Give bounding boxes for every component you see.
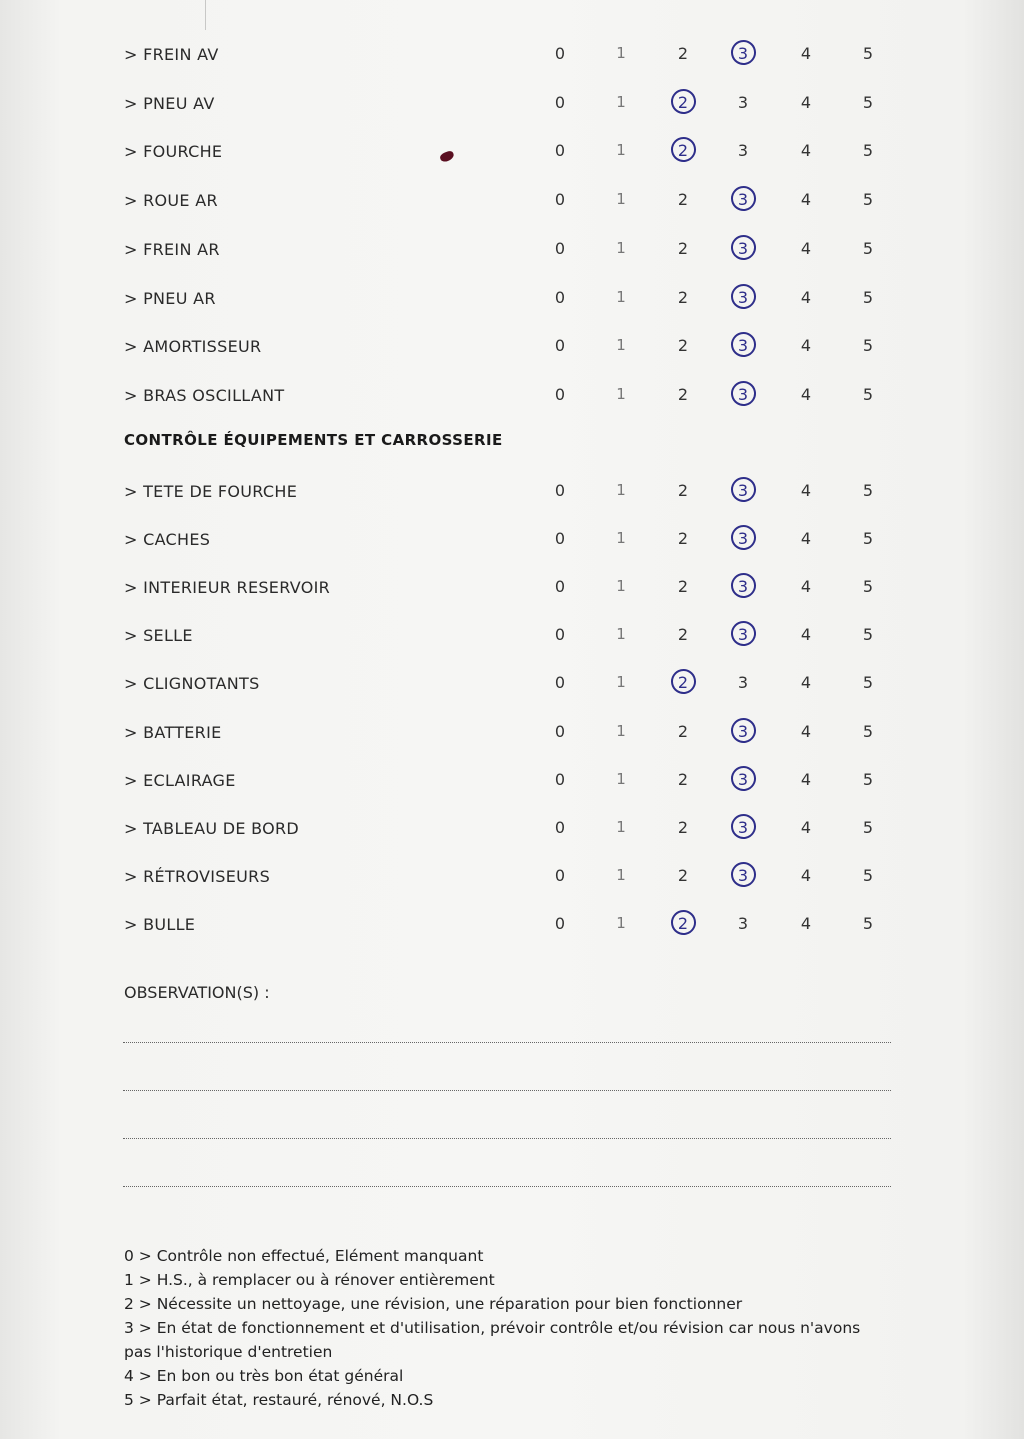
score-option[interactable]: 1	[616, 577, 626, 596]
inspection-item-label: > INTERIEUR RESERVOIR	[124, 578, 331, 598]
inspection-row	[0, 234, 1024, 264]
score-option-selected[interactable]: 2	[668, 673, 698, 692]
score-option[interactable]: 5	[862, 625, 874, 645]
inspection-item-label: > PNEU AR	[124, 288, 216, 308]
score-option[interactable]: 4	[800, 336, 812, 356]
inspection-item-label: > SELLE	[124, 626, 193, 646]
inspection-row	[0, 524, 1024, 554]
inspection-item-label: > TABLEAU DE BORD	[124, 818, 300, 838]
legend-item-0: 0 > Contrôle non effectué, Elément manquant	[124, 1247, 484, 1265]
score-option[interactable]: 2	[677, 625, 689, 645]
score-option[interactable]: 0	[554, 913, 566, 933]
score-option[interactable]: 5	[862, 721, 874, 741]
score-option-selected[interactable]: 3	[728, 385, 758, 404]
inspection-row	[0, 331, 1024, 361]
score-option-selected[interactable]: 3	[728, 577, 758, 596]
score-option[interactable]: 0	[554, 865, 566, 885]
score-option[interactable]: 5	[862, 190, 874, 210]
inspection-item-label: > BATTERIE	[124, 722, 222, 742]
score-option[interactable]: 3	[737, 673, 749, 693]
score-option[interactable]: 0	[554, 44, 566, 63]
score-option[interactable]: 5	[862, 769, 874, 789]
inspection-item-label: > TETE DE FOURCHE	[124, 482, 298, 501]
score-option[interactable]: 1	[616, 529, 626, 548]
score-option[interactable]: 4	[800, 769, 812, 789]
score-option[interactable]: 2	[677, 44, 689, 63]
score-option[interactable]: 0	[554, 336, 566, 356]
score-option-selected[interactable]: 3	[728, 336, 758, 355]
inspection-row	[0, 668, 1024, 698]
score-option[interactable]: 4	[800, 817, 812, 837]
legend-item-2: 2 > Nécessite un nettoyage, une révision, une réparation pour bien fonctionner	[124, 1295, 743, 1313]
score-option[interactable]: 4	[800, 481, 812, 500]
score-option[interactable]: 2	[677, 769, 689, 789]
inspection-row	[0, 476, 1024, 506]
score-option[interactable]: 0	[554, 817, 566, 837]
score-option[interactable]: 3	[737, 913, 749, 933]
score-option[interactable]: 5	[862, 817, 874, 837]
score-option[interactable]: 5	[862, 287, 874, 307]
score-option[interactable]: 2	[677, 481, 689, 500]
score-option[interactable]: 2	[677, 238, 689, 258]
score-option[interactable]: 4	[800, 721, 812, 741]
score-option[interactable]: 4	[800, 92, 812, 112]
inspection-item-label: > PNEU AV	[124, 93, 215, 113]
score-option[interactable]: 1	[616, 336, 626, 355]
score-option[interactable]: 2	[677, 865, 689, 885]
score-option[interactable]: 4	[800, 673, 812, 693]
score-option-selected[interactable]: 3	[728, 770, 758, 789]
score-option-selected[interactable]: 3	[728, 288, 758, 307]
scale-legend	[124, 1244, 884, 1412]
score-option[interactable]: 4	[800, 238, 812, 258]
score-option[interactable]: 0	[554, 529, 566, 549]
score-option[interactable]: 2	[677, 721, 689, 741]
score-option[interactable]: 5	[862, 92, 874, 112]
observations-title: OBSERVATION(S) :	[124, 983, 270, 1002]
score-option[interactable]: 4	[800, 384, 812, 404]
score-option[interactable]: 2	[677, 336, 689, 356]
score-option[interactable]: 1	[616, 625, 626, 644]
score-option-selected[interactable]: 2	[668, 914, 698, 933]
score-option[interactable]: 1	[616, 384, 626, 403]
inspection-row	[0, 39, 1024, 69]
paper-crease	[205, 0, 206, 30]
legend-item-5: 5 > Parfait état, restauré, rénové, N.O.S	[124, 1391, 434, 1409]
inspection-row	[0, 861, 1024, 891]
score-option[interactable]: 2	[677, 287, 689, 307]
inspection-row	[0, 185, 1024, 215]
observation-line-2[interactable]	[123, 1090, 891, 1091]
inspection-row	[0, 572, 1024, 602]
inspection-row	[0, 283, 1024, 313]
score-option[interactable]: 5	[862, 865, 874, 885]
score-option-selected[interactable]: 3	[728, 818, 758, 837]
inspection-row	[0, 813, 1024, 843]
inspection-row	[0, 136, 1024, 166]
score-option[interactable]: 5	[862, 913, 874, 933]
score-option[interactable]: 5	[862, 529, 874, 549]
legend-item-3: 3 > En état de fonctionnement et d'utilisation, prévoir contrôle et/ou révision car nous n'avons pas l'historique d'entretien	[124, 1319, 861, 1361]
inspection-item-label: > AMORTISSEUR	[124, 337, 262, 357]
score-option[interactable]: 4	[800, 865, 812, 885]
inspection-item-label: > FREIN AV	[124, 45, 219, 64]
score-option[interactable]: 0	[554, 625, 566, 645]
score-option[interactable]: 2	[677, 190, 689, 210]
inspection-row	[0, 765, 1024, 795]
score-option[interactable]: 5	[862, 141, 874, 161]
legend-item-4: 4 > En bon ou très bon état général	[124, 1367, 404, 1385]
score-option[interactable]: 4	[800, 577, 812, 597]
inspection-row	[0, 620, 1024, 650]
inspection-item-label: > ECLAIRAGE	[124, 770, 236, 790]
score-option[interactable]: 5	[862, 238, 874, 258]
score-option[interactable]: 0	[554, 238, 566, 258]
score-option-selected[interactable]: 2	[668, 141, 698, 160]
score-option[interactable]: 5	[862, 673, 874, 693]
inspection-row	[0, 909, 1024, 939]
score-option[interactable]: 4	[800, 190, 812, 210]
score-option[interactable]: 1	[616, 673, 626, 692]
score-option-selected[interactable]: 3	[728, 529, 758, 548]
score-option[interactable]: 0	[554, 481, 566, 500]
score-option-selected[interactable]: 3	[728, 625, 758, 644]
score-option-selected[interactable]: 2	[668, 93, 698, 112]
score-option[interactable]: 0	[554, 384, 566, 404]
score-option[interactable]: 1	[616, 238, 626, 257]
score-option[interactable]: 0	[554, 721, 566, 741]
inspection-item-label: > FREIN AR	[124, 239, 220, 259]
score-option[interactable]: 2	[677, 577, 689, 597]
observation-line-3[interactable]	[123, 1138, 891, 1139]
observation-line-1[interactable]	[123, 1042, 891, 1043]
score-option[interactable]: 4	[800, 44, 812, 63]
score-option-selected[interactable]: 3	[728, 190, 758, 209]
score-option[interactable]: 1	[616, 817, 626, 836]
inspection-item-label: > CACHES	[124, 530, 211, 550]
inspection-item-label: > FOURCHE	[124, 142, 223, 162]
score-option[interactable]: 4	[800, 529, 812, 549]
score-option[interactable]: 5	[862, 384, 874, 404]
score-option[interactable]: 1	[616, 92, 626, 111]
score-option[interactable]: 4	[800, 141, 812, 161]
inspection-item-label: > CLIGNOTANTS	[124, 674, 260, 694]
score-option[interactable]: 0	[554, 769, 566, 789]
score-option[interactable]: 4	[800, 287, 812, 307]
score-option[interactable]: 3	[737, 141, 749, 161]
section-title-equipements: CONTRÔLE ÉQUIPEMENTS ET CARROSSERIE	[124, 431, 503, 449]
score-option[interactable]: 2	[677, 817, 689, 837]
score-option[interactable]: 0	[554, 190, 566, 210]
inspection-row	[0, 380, 1024, 410]
score-option[interactable]: 5	[862, 481, 874, 500]
score-option[interactable]: 0	[554, 673, 566, 693]
score-option-selected[interactable]: 3	[728, 481, 758, 500]
inspection-row	[0, 717, 1024, 747]
score-option[interactable]: 1	[616, 44, 626, 62]
score-option[interactable]: 0	[554, 577, 566, 597]
score-option[interactable]: 1	[616, 913, 626, 932]
inspection-row	[0, 88, 1024, 118]
score-option[interactable]: 3	[737, 92, 749, 112]
score-option[interactable]: 1	[616, 287, 626, 306]
score-option[interactable]: 4	[800, 913, 812, 933]
score-option[interactable]: 1	[616, 190, 626, 209]
score-option[interactable]: 1	[616, 865, 626, 884]
score-option-selected[interactable]: 3	[728, 722, 758, 741]
score-option-selected[interactable]: 3	[728, 239, 758, 258]
inspection-item-label: > BULLE	[124, 914, 196, 934]
score-option[interactable]: 1	[616, 141, 626, 160]
score-option-selected[interactable]: 3	[728, 44, 758, 63]
inspection-item-label: > BRAS OSCILLANT	[124, 385, 285, 405]
observation-line-4[interactable]	[123, 1186, 891, 1187]
score-option[interactable]: 0	[554, 141, 566, 161]
inspection-item-label: > ROUE AR	[124, 191, 218, 211]
score-option-selected[interactable]: 3	[728, 866, 758, 885]
score-option[interactable]: 0	[554, 287, 566, 307]
score-option[interactable]: 4	[800, 625, 812, 645]
score-option[interactable]: 2	[677, 529, 689, 549]
score-option[interactable]: 1	[616, 481, 626, 499]
score-option[interactable]: 5	[862, 44, 874, 63]
score-option[interactable]: 5	[862, 577, 874, 597]
legend-item-1: 1 > H.S., à remplacer ou à rénover entièrement	[124, 1271, 495, 1289]
score-option[interactable]: 1	[616, 769, 626, 788]
score-option[interactable]: 0	[554, 92, 566, 112]
inspection-item-label: > RÉTROVISEURS	[124, 866, 271, 886]
score-option[interactable]: 5	[862, 336, 874, 356]
score-option[interactable]: 1	[616, 721, 626, 740]
score-option[interactable]: 2	[677, 384, 689, 404]
